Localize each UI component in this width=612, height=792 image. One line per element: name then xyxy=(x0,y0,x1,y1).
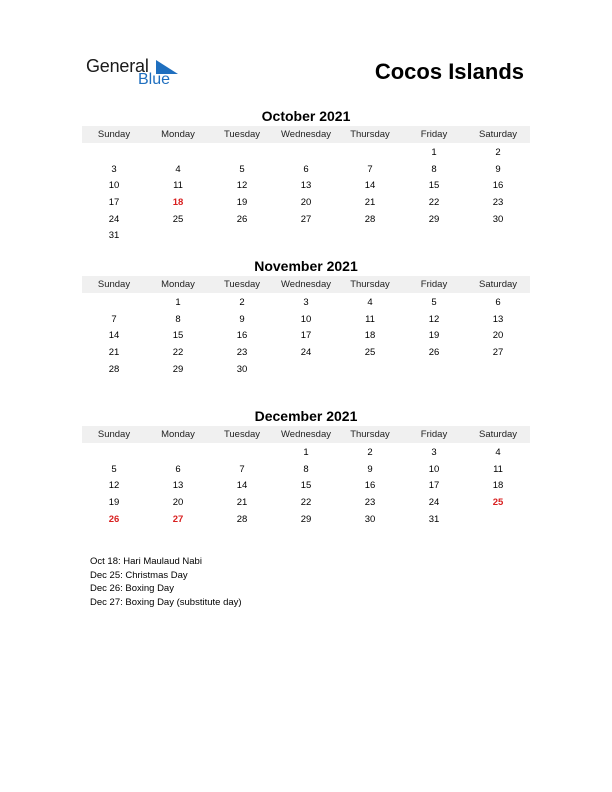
day-cell: 31 xyxy=(428,513,440,525)
day-cell xyxy=(82,145,146,162)
day-cell: 18 xyxy=(492,480,504,492)
day-cell xyxy=(146,145,210,162)
day-cell: 24 xyxy=(108,213,120,225)
weekday-label: Monday xyxy=(161,429,195,440)
day-cell xyxy=(210,145,274,162)
holiday-list-item: Dec 25: Christmas Day xyxy=(90,569,188,581)
weekday-label: Friday xyxy=(420,129,448,140)
day-cell: 12 xyxy=(108,480,120,492)
day-cell: 10 xyxy=(300,313,312,325)
day-cell: 29 xyxy=(300,513,312,525)
day-cell: 13 xyxy=(300,180,312,192)
week-row xyxy=(82,195,530,212)
holiday-day-cell: 18 xyxy=(172,197,184,209)
day-cell: 9 xyxy=(495,163,501,175)
day-cell: 20 xyxy=(300,197,312,209)
day-cell: 5 xyxy=(111,463,117,475)
day-cell: 21 xyxy=(364,197,376,209)
day-cell xyxy=(338,362,402,379)
week-row xyxy=(82,145,530,162)
day-cell: 6 xyxy=(303,163,309,175)
day-cell xyxy=(82,295,146,312)
day-cell: 17 xyxy=(300,330,312,342)
weekday-label: Sunday xyxy=(97,429,131,440)
weekday-header-row xyxy=(82,126,530,143)
day-cell xyxy=(402,362,466,379)
weekday-label: Tuesday xyxy=(223,429,261,440)
week-row xyxy=(82,228,530,245)
day-cell: 9 xyxy=(367,463,373,475)
month-title: December 2021 xyxy=(254,408,358,424)
day-cell: 19 xyxy=(236,197,248,209)
day-cell: 16 xyxy=(364,480,376,492)
day-cell: 27 xyxy=(300,213,312,225)
day-cell: 27 xyxy=(492,347,504,359)
month-calendar xyxy=(82,257,530,378)
day-cell xyxy=(338,145,402,162)
holiday-list xyxy=(90,555,242,610)
day-cell: 30 xyxy=(492,213,504,225)
day-cell: 7 xyxy=(239,463,245,475)
day-cell: 9 xyxy=(239,313,245,325)
day-cell xyxy=(82,445,146,462)
holiday-list-item: Dec 26: Boxing Day xyxy=(90,583,174,595)
week-row xyxy=(82,478,530,495)
day-cell xyxy=(210,445,274,462)
day-cell: 16 xyxy=(492,180,504,192)
weekday-label: Saturday xyxy=(478,129,518,140)
holiday-day-cell: 25 xyxy=(492,497,504,509)
day-cell: 7 xyxy=(111,313,117,325)
holiday-list-item: Oct 18: Hari Maulaud Nabi xyxy=(90,556,202,567)
weekday-label: Monday xyxy=(161,129,195,140)
day-cell: 28 xyxy=(108,363,120,375)
day-cell xyxy=(210,228,274,245)
month-calendar xyxy=(82,407,530,528)
day-cell: 19 xyxy=(428,330,440,342)
day-cell xyxy=(338,228,402,245)
day-cell: 14 xyxy=(364,180,376,192)
day-cell: 21 xyxy=(236,497,248,509)
day-cell: 23 xyxy=(492,197,504,209)
week-row xyxy=(82,445,530,462)
day-cell xyxy=(274,228,338,245)
day-cell: 17 xyxy=(428,480,440,492)
week-row xyxy=(82,495,530,512)
weekday-label: Sunday xyxy=(97,279,131,290)
day-cell: 21 xyxy=(108,347,120,359)
day-cell: 2 xyxy=(367,447,373,458)
day-cell: 31 xyxy=(108,230,120,242)
day-cell: 12 xyxy=(236,180,248,192)
day-cell: 8 xyxy=(431,163,437,175)
weekday-label: Monday xyxy=(161,279,195,290)
day-cell xyxy=(466,228,530,245)
week-row xyxy=(82,362,530,379)
day-cell: 1 xyxy=(303,447,309,458)
day-cell: 18 xyxy=(364,330,376,342)
day-cell: 22 xyxy=(428,197,440,209)
week-row xyxy=(82,178,530,195)
day-cell: 30 xyxy=(364,513,376,525)
month-title: November 2021 xyxy=(254,258,358,274)
day-cell: 14 xyxy=(108,330,120,342)
country-title: Cocos Islands xyxy=(374,59,524,84)
day-cell: 11 xyxy=(365,313,375,325)
weekday-label: Thursday xyxy=(350,279,390,290)
day-cell: 1 xyxy=(431,147,437,158)
day-cell: 16 xyxy=(236,330,248,342)
day-cell: 2 xyxy=(495,147,501,158)
logo-text-blue: Blue xyxy=(138,71,171,88)
weekday-label: Saturday xyxy=(478,429,518,440)
day-cell: 22 xyxy=(300,497,312,509)
day-cell: 6 xyxy=(175,463,181,475)
day-cell: 28 xyxy=(364,213,376,225)
day-cell: 12 xyxy=(428,313,440,325)
day-cell xyxy=(146,228,210,245)
week-row xyxy=(82,345,530,362)
day-cell: 29 xyxy=(428,213,440,225)
weekday-label: Tuesday xyxy=(223,279,261,290)
day-cell: 25 xyxy=(364,347,376,359)
day-cell: 20 xyxy=(172,497,184,509)
day-cell: 15 xyxy=(428,180,440,192)
logo-text-general: General xyxy=(86,56,149,76)
day-cell: 28 xyxy=(236,513,248,525)
day-cell: 25 xyxy=(172,213,184,225)
day-cell: 15 xyxy=(300,480,312,492)
day-cell: 26 xyxy=(236,213,248,225)
day-cell: 3 xyxy=(111,163,117,175)
day-cell: 3 xyxy=(431,447,437,458)
day-cell: 23 xyxy=(236,347,248,359)
holiday-day-cell: 26 xyxy=(108,513,120,525)
weekday-label: Friday xyxy=(420,429,448,440)
day-cell: 8 xyxy=(303,463,309,475)
day-cell: 10 xyxy=(428,463,440,475)
month-title: October 2021 xyxy=(261,108,351,124)
day-cell: 6 xyxy=(495,297,501,308)
day-cell: 13 xyxy=(172,480,184,492)
week-row xyxy=(82,295,530,312)
day-cell: 30 xyxy=(236,363,248,375)
logo xyxy=(86,56,186,92)
day-cell: 26 xyxy=(428,347,440,359)
day-cell: 11 xyxy=(173,180,183,192)
weekday-label: Tuesday xyxy=(223,129,261,140)
day-cell: 29 xyxy=(172,363,184,375)
day-cell: 13 xyxy=(492,313,504,325)
day-cell xyxy=(274,362,338,379)
month-calendar xyxy=(82,107,530,245)
day-cell: 5 xyxy=(239,163,245,175)
weekday-label: Wednesday xyxy=(281,129,331,140)
day-cell: 19 xyxy=(108,497,120,509)
weekday-label: Thursday xyxy=(350,429,390,440)
weekday-header-row xyxy=(82,276,530,293)
day-cell: 4 xyxy=(367,297,373,308)
week-row xyxy=(82,212,530,229)
weekday-label: Wednesday xyxy=(281,279,331,290)
holiday-day-cell: 27 xyxy=(172,513,184,525)
day-cell xyxy=(274,145,338,162)
weekday-label: Thursday xyxy=(350,129,390,140)
day-cell xyxy=(466,512,530,529)
day-cell: 24 xyxy=(300,347,312,359)
day-cell: 22 xyxy=(172,347,184,359)
day-cell xyxy=(466,362,530,379)
day-cell: 11 xyxy=(493,463,503,475)
day-cell: 5 xyxy=(431,297,437,308)
weekday-label: Sunday xyxy=(97,129,131,140)
day-cell: 4 xyxy=(175,163,181,175)
day-cell xyxy=(146,445,210,462)
holiday-list-item: Dec 27: Boxing Day (substitute day) xyxy=(90,597,242,609)
day-cell: 8 xyxy=(175,313,181,325)
week-row xyxy=(82,312,530,329)
day-cell: 24 xyxy=(428,497,440,509)
day-cell: 10 xyxy=(108,180,120,192)
week-row xyxy=(82,162,530,179)
day-cell: 2 xyxy=(239,297,245,308)
week-row xyxy=(82,328,530,345)
weekday-label: Friday xyxy=(420,279,448,290)
day-cell: 1 xyxy=(175,297,181,308)
week-row xyxy=(82,462,530,479)
day-cell: 4 xyxy=(495,447,501,458)
weekday-label: Wednesday xyxy=(281,429,331,440)
day-cell: 15 xyxy=(172,330,184,342)
day-cell: 23 xyxy=(364,497,376,509)
day-cell: 3 xyxy=(303,297,309,308)
day-cell: 20 xyxy=(492,330,504,342)
day-cell xyxy=(402,228,466,245)
day-cell: 14 xyxy=(236,480,248,492)
weekday-header-row xyxy=(82,426,530,443)
day-cell: 7 xyxy=(367,163,373,175)
day-cell: 17 xyxy=(108,197,120,209)
week-row xyxy=(82,512,530,529)
weekday-label: Saturday xyxy=(478,279,518,290)
